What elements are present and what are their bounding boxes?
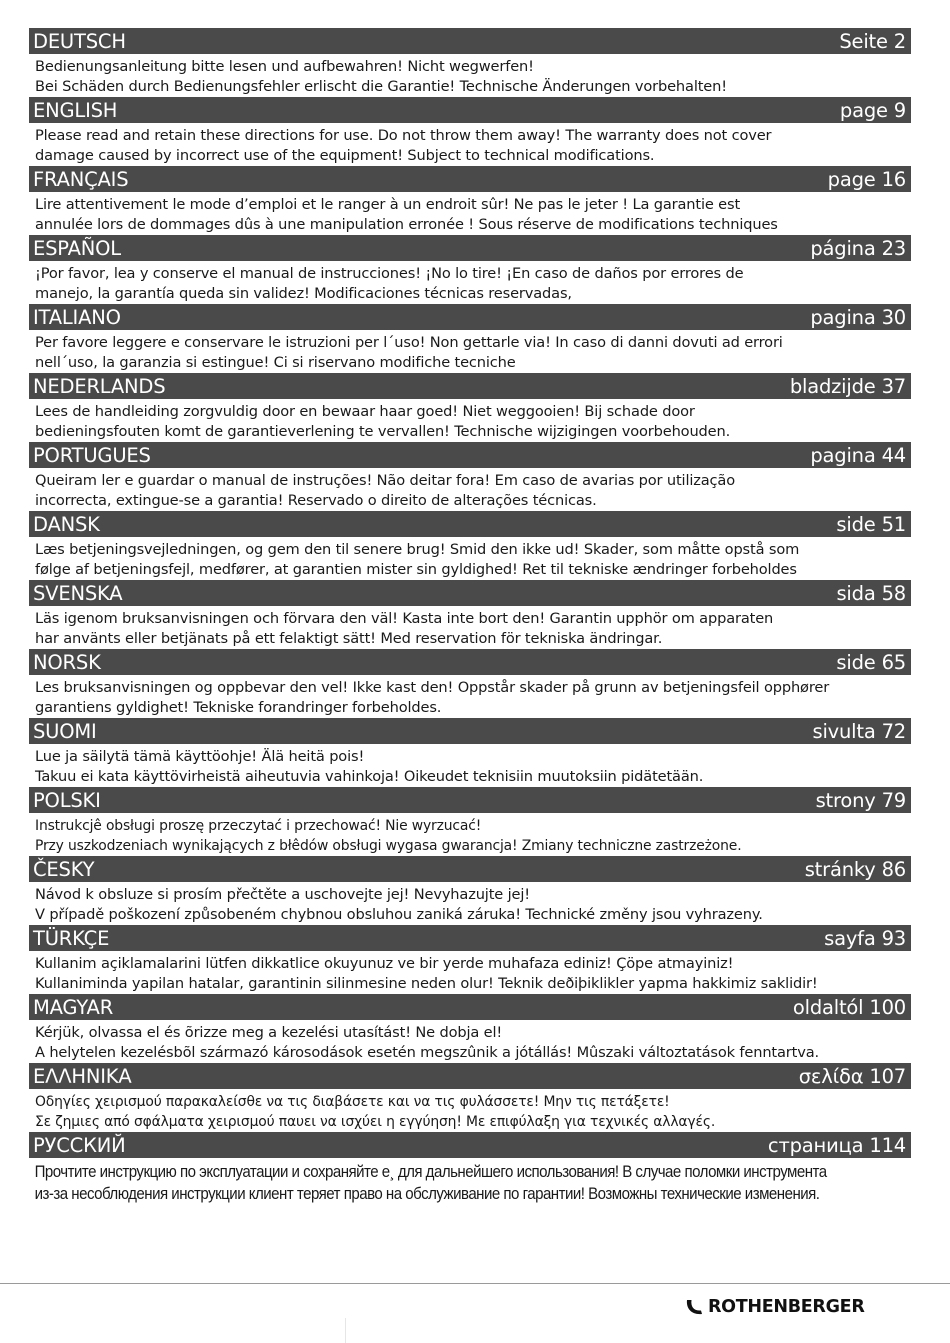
- instruction-line: Przy uszkodzeniach wynikających z błêdów obsługi wygasa gwarancja! Zmiany techniczne zastrzeżone.: [35, 838, 742, 854]
- footer-divider: [0, 1283, 950, 1284]
- instruction-line: Lue ja säilytä tämä käyttöohje! Älä heitä pois!: [35, 748, 365, 765]
- language-header-bar: [29, 97, 911, 123]
- instruction-text: [29, 123, 911, 166]
- language-name: FRANÇAIS: [33, 168, 129, 191]
- instruction-line: følge af betjeningsfejl, medfører, at garantien mister sin gyldighed! Ret til tekniske ændringer forbeholdes: [35, 561, 797, 578]
- page-reference: page 16: [827, 168, 906, 191]
- page-reference: σελίδα 107: [798, 1065, 906, 1088]
- language-section: [29, 1132, 911, 1205]
- language-section: [29, 373, 911, 442]
- page-reference: page 9: [839, 99, 906, 122]
- instruction-text: [29, 399, 911, 442]
- page-reference: sida 58: [836, 582, 906, 605]
- instruction-line: A helytelen kezelésbõl származó károsodások esetén megszûnik a jótállás! Mûszaki változtatások fenntartva.: [35, 1044, 819, 1061]
- instruction-line: Kullaniminda yapilan hatalar, garantinin silinmesine neden olur! Teknik deðiþiklikler yapma hakkimiz saklidir!: [35, 975, 818, 992]
- language-header-bar: [29, 718, 911, 744]
- page-reference: side 65: [836, 651, 906, 674]
- instruction-line: Lees de handleiding zorgvuldig door en bewaar haar goed! Niet weggooien! Bij schade door: [35, 403, 695, 420]
- instruction-line: V případě poškození způsobeném chybnou obsluhou zaniká záruka! Technické změny jsou vyhrazeny.: [35, 906, 763, 923]
- instruction-text: [29, 606, 911, 649]
- language-header-bar: [29, 649, 911, 675]
- instruction-line: manejo, la garantía queda sin validez! Modificaciones técnicas reservadas,: [35, 285, 572, 302]
- instruction-line: Läs igenom bruksanvisningen och förvara den väl! Kasta inte bort den! Garantin upphör om apparaten: [35, 610, 774, 627]
- instruction-text: [29, 675, 911, 718]
- instruction-text: [29, 951, 911, 994]
- language-section: [29, 235, 911, 304]
- instruction-line: Bedienungsanleitung bitte lesen und aufbewahren! Nicht wegwerfen!: [35, 58, 534, 75]
- instruction-text: [29, 744, 911, 787]
- language-header-bar: [29, 235, 911, 261]
- language-section: [29, 442, 911, 511]
- language-name: MAGYAR: [33, 996, 114, 1019]
- brand-mark-icon: [684, 1296, 706, 1318]
- instruction-line: Bei Schäden durch Bedienungsfehler erlischt die Garantie! Technische Änderungen vorbehalten!: [35, 78, 727, 95]
- instruction-text: [29, 537, 911, 580]
- instruction-line: ¡Por favor, lea y conserve el manual de instrucciones! ¡No lo tire! ¡En caso de daños por errores de: [35, 265, 744, 282]
- language-section: [29, 994, 911, 1063]
- language-name: SUOMI: [33, 720, 97, 743]
- page-reference: strony 79: [815, 789, 906, 812]
- instruction-line: Lire attentivement le mode d’emploi et le ranger à un endroit sûr! Ne pas le jeter ! La garantie est: [35, 196, 741, 213]
- language-name: DANSK: [33, 513, 100, 536]
- language-header-bar: [29, 1132, 911, 1158]
- instruction-line: Les bruksanvisningen og oppbevar den vel! Ikke kast den! Oppstår skader på grunn av betjeningsfeil opphører: [35, 679, 830, 696]
- instruction-text: [29, 1089, 911, 1132]
- instruction-text: [29, 261, 911, 304]
- language-header-bar: [29, 304, 911, 330]
- language-section: [29, 856, 911, 925]
- instruction-text: [29, 330, 911, 373]
- language-section: [29, 28, 911, 97]
- brand-name: ROTHENBERGER: [708, 1297, 865, 1317]
- language-section: [29, 97, 911, 166]
- instruction-text: [29, 1158, 849, 1205]
- instruction-text: [29, 468, 911, 511]
- language-section: [29, 580, 911, 649]
- language-sections: [29, 28, 911, 1205]
- language-header-bar: [29, 856, 911, 882]
- language-header-bar: [29, 373, 911, 399]
- instruction-line: Návod k obsluze si prosím přečtěte a uschovejte jej! Nevyhazujte jej!: [35, 886, 530, 903]
- language-section: [29, 718, 911, 787]
- language-name: ČESKY: [33, 858, 95, 881]
- language-header-bar: [29, 787, 911, 813]
- instruction-line: Прочтите инструкцию по эксплуатации и сохраняйте е¸ для дальнейшего использования! В случае поломки инструмента: [34, 1163, 827, 1181]
- language-header-bar: [29, 511, 911, 537]
- instruction-line: damage caused by incorrect use of the equipment! Subject to technical modifications.: [35, 147, 655, 164]
- instruction-line: из-за несоблюдения инструкции клиент теряет право на обслуживание по гарантии! Возможны технические изменения.: [34, 1185, 820, 1203]
- language-header-bar: [29, 1063, 911, 1089]
- language-section: [29, 649, 911, 718]
- language-header-bar: [29, 28, 911, 54]
- language-name: ΕΛΛΗΝΙΚΑ: [33, 1065, 132, 1088]
- instruction-line: Per favore leggere e conservare le istruzioni per l´uso! Non gettarle via! In caso di danni dovuti ad errori: [35, 334, 783, 351]
- language-section: [29, 1063, 911, 1132]
- crop-mark: [345, 1318, 346, 1343]
- language-name: DEUTSCH: [33, 30, 126, 53]
- instruction-text: [29, 813, 911, 856]
- instruction-line: Queiram ler e guardar o manual de instruções! Não deitar fora! Em caso de avarias por utilização: [35, 472, 735, 489]
- page-reference: oldaltól 100: [792, 996, 906, 1019]
- page-reference: Seite 2: [839, 30, 906, 53]
- language-header-bar: [29, 925, 911, 951]
- instruction-line: Kullanim açiklamalarini lütfen dikkatlice okuyunuz ve bir yerde muhafaza ediniz! Çöpe atmayiniz!: [35, 955, 734, 972]
- brand-logo: [684, 1296, 865, 1318]
- language-section: [29, 925, 911, 994]
- instruction-line: bedieningsfouten komt de garantieverlening te vervallen! Technische wijzigingen voorbehouden.: [35, 423, 731, 440]
- page-reference: side 51: [836, 513, 906, 536]
- language-name: ESPAÑOL: [33, 237, 121, 260]
- instruction-line: incorrecta, extingue-se a garantia! Reservado o direito de alterações técnicas.: [35, 492, 597, 509]
- page-reference: bladzijde 37: [789, 375, 906, 398]
- language-name: NORSK: [33, 651, 101, 674]
- instruction-line: Instrukcjê obsługi proszę przeczytać i przechować! Nie wyrzucać!: [35, 818, 482, 834]
- language-name: TÜRKÇE: [33, 927, 110, 950]
- language-section: [29, 511, 911, 580]
- instruction-line: nell´uso, la garanzia si estingue! Ci si riservano modifiche tecniche: [35, 354, 516, 371]
- language-section: [29, 304, 911, 373]
- language-name: ENGLISH: [33, 99, 118, 122]
- instruction-text: [29, 1020, 911, 1063]
- instruction-text: [29, 192, 911, 235]
- language-name: POLSKI: [33, 789, 101, 812]
- language-name: NEDERLANDS: [33, 375, 166, 398]
- language-section: [29, 166, 911, 235]
- instruction-text: [29, 54, 911, 97]
- instruction-text: [29, 882, 911, 925]
- language-name: SVENSKA: [33, 582, 123, 605]
- page-reference: страница 114: [767, 1134, 906, 1157]
- instruction-line: Σε ζημιες από σφάλματα χειρισμού παυει να ισχύει η εγγύηση! Με επιφύλαξη για τεχνικές αλλαγές.: [35, 1114, 716, 1130]
- page-reference: stránky 86: [804, 858, 906, 881]
- page-reference: pagina 44: [810, 444, 906, 467]
- instruction-line: annulée lors de dommages dûs à une manipulation erronée ! Sous réserve de modifications techniques: [35, 216, 778, 233]
- page-reference: sivulta 72: [812, 720, 906, 743]
- instruction-line: Please read and retain these directions for use. Do not throw them away! The warranty does not cover: [35, 127, 772, 144]
- instruction-line: har använts eller betjänats på ett felaktigt sätt! Med reservation för tekniska ändringar.: [35, 630, 663, 647]
- instruction-line: Kérjük, olvassa el és õrizze meg a kezelési utasítást! Ne dobja el!: [35, 1024, 503, 1041]
- language-header-bar: [29, 442, 911, 468]
- language-header-bar: [29, 166, 911, 192]
- page-reference: página 23: [810, 237, 906, 260]
- instruction-line: Læs betjeningsvejledningen, og gem den til senere brug! Smid den ikke ud! Skader, som måtte opstå som: [35, 541, 800, 558]
- language-section: [29, 787, 911, 856]
- instruction-line: Takuu ei kata käyttövirheistä aiheutuvia vahinkoja! Oikeudet teknisiin muutoksiin pidätetään.: [35, 768, 704, 785]
- language-name: РУССКИЙ: [33, 1134, 126, 1157]
- language-name: ITALIANO: [33, 306, 121, 329]
- instruction-line: garantiens gyldighet! Tekniske forandringer forbeholdes.: [35, 699, 442, 716]
- page-reference: pagina 30: [810, 306, 906, 329]
- language-header-bar: [29, 580, 911, 606]
- language-name: PORTUGUES: [33, 444, 151, 467]
- instruction-line: Οδηγίες χειρισμού παρακαλείσθε να τις διαβάσετε και να τις φυλάσσετε! Μην τις πετάξετε!: [35, 1094, 670, 1110]
- page-reference: sayfa 93: [824, 927, 906, 950]
- language-header-bar: [29, 994, 911, 1020]
